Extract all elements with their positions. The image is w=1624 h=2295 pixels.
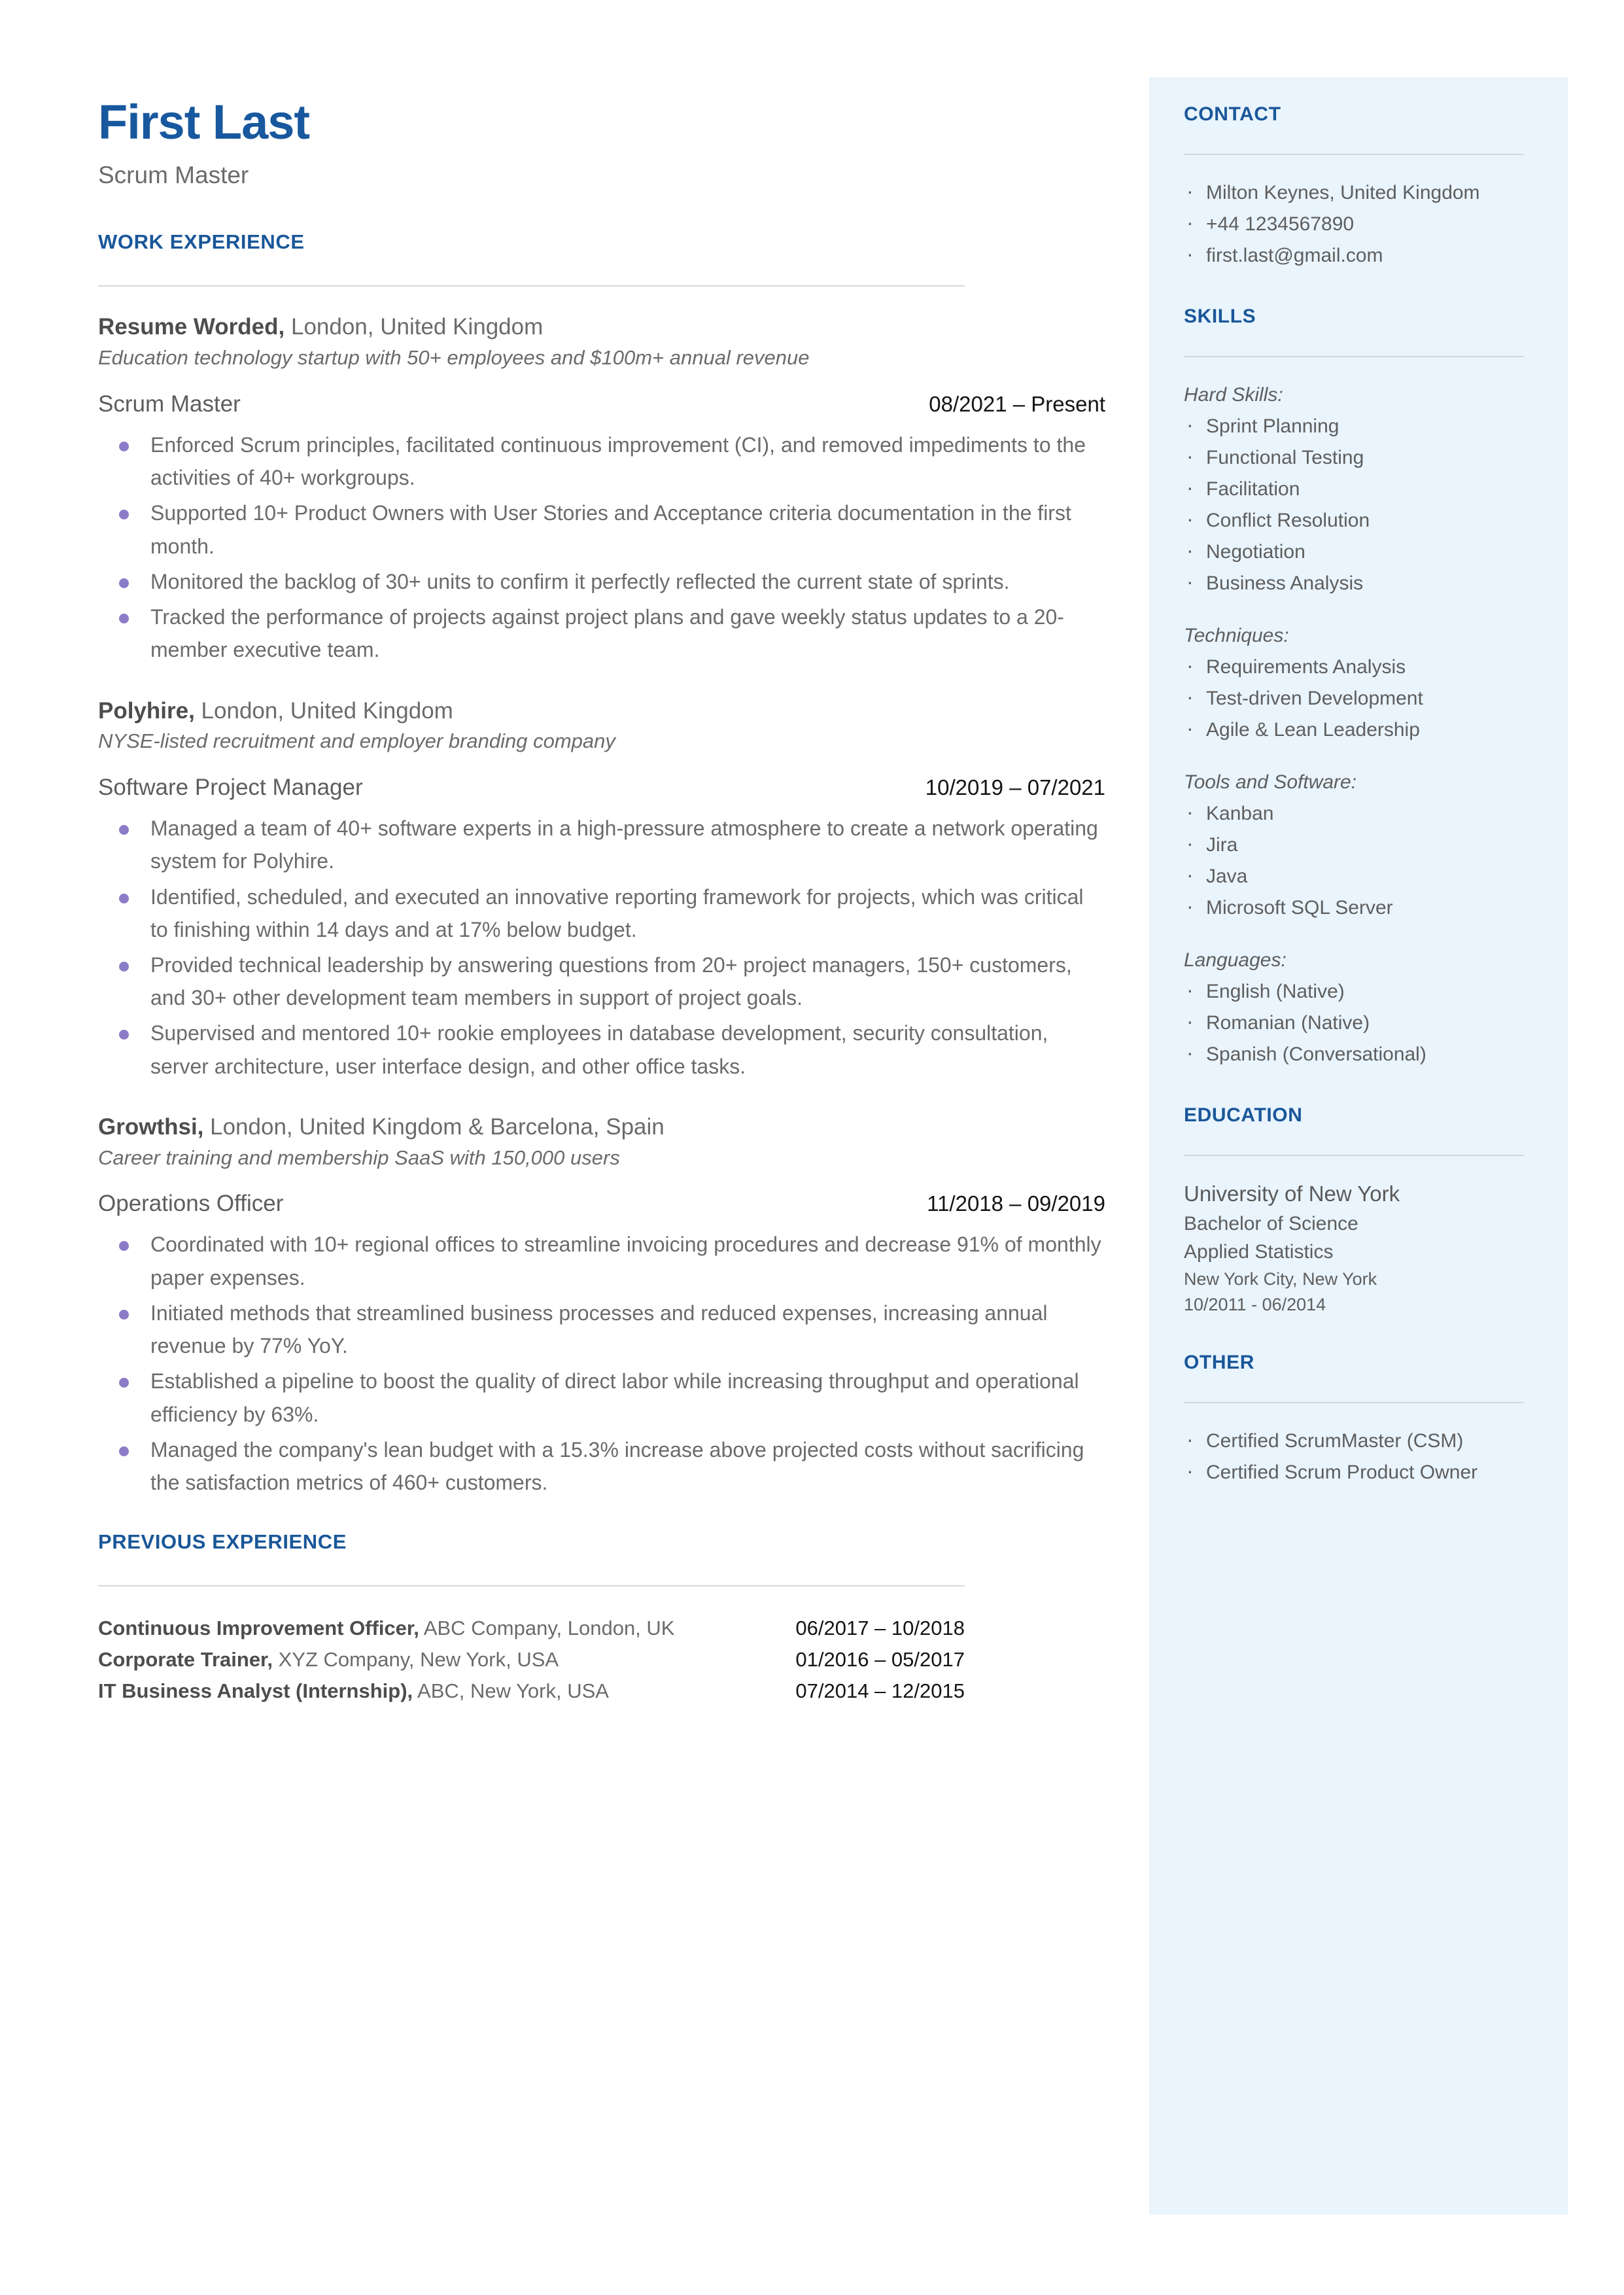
skill-item: · Requirements Analysis bbox=[1184, 652, 1530, 683]
divider bbox=[98, 1585, 965, 1586]
job-bullet: Established a pipeline to boost the quality of direct labor while increasing throughput and operational efficiency by 63%. bbox=[98, 1365, 1105, 1430]
job-bullet: Tracked the performance of projects against project plans and gave weekly status updates to a 20-member executive team. bbox=[98, 601, 1105, 666]
job-bullet: Managed the company's lean budget with a 15.3% increase above projected costs without sacrificing the satisfaction metrics of 460+ customers. bbox=[98, 1433, 1105, 1499]
previous-role-title: Corporate Trainer, bbox=[98, 1648, 273, 1672]
divider bbox=[1184, 356, 1524, 357]
job-title-row bbox=[98, 391, 1105, 418]
previous-experience-table bbox=[98, 1613, 965, 1707]
job-title: Software Project Manager bbox=[98, 775, 363, 801]
skills-group-label: Languages: bbox=[1184, 949, 1287, 971]
contact-list bbox=[1184, 177, 1530, 272]
job-bullet: Managed a team of 40+ software experts in a high-pressure atmosphere to create a network operating system for Polyhire. bbox=[98, 812, 1105, 877]
job-bullet: Initiated methods that streamlined business processes and reduced expenses, increasing annual revenue by 77% YoY. bbox=[98, 1297, 1105, 1362]
previous-role-title: Continuous Improvement Officer, bbox=[98, 1617, 419, 1640]
section-heading-skills: SKILLS bbox=[1184, 306, 1256, 327]
previous-role-title: IT Business Analyst (Internship), bbox=[98, 1679, 413, 1703]
job-company-name: Resume Worded, bbox=[98, 314, 285, 340]
main-column bbox=[98, 95, 1105, 1707]
divider bbox=[1184, 1155, 1524, 1156]
contact-item[interactable]: · +44 1234567890 bbox=[1184, 209, 1530, 240]
education-field: Applied Statistics bbox=[1184, 1241, 1334, 1263]
jobs-list bbox=[98, 313, 1105, 1499]
divider bbox=[1184, 154, 1524, 155]
job-bullets bbox=[98, 429, 1105, 667]
job-title-row bbox=[98, 774, 1105, 801]
job-company-name: Polyhire, bbox=[98, 697, 195, 724]
skills-group-list bbox=[1184, 976, 1530, 1070]
skill-item: · Spanish (Conversational) bbox=[1184, 1039, 1530, 1070]
job-bullet: Enforced Scrum principles, facilitated continuous improvement (CI), and removed impediments to the activities of 40+ workgroups. bbox=[98, 429, 1105, 494]
previous-role-dates: 06/2017 – 10/2018 bbox=[795, 1617, 965, 1640]
education-entry bbox=[1184, 1178, 1530, 1318]
job-location: London, United Kingdom bbox=[194, 697, 453, 724]
sidebar-column bbox=[1184, 103, 1530, 1488]
job-company bbox=[98, 697, 1105, 726]
education-location: New York City, New York bbox=[1184, 1269, 1377, 1289]
table-row bbox=[98, 1613, 965, 1644]
job-location: London, United Kingdom & Barcelona, Spain bbox=[203, 1113, 665, 1140]
skills-groups bbox=[1184, 379, 1530, 1070]
spacer bbox=[1184, 599, 1530, 620]
skill-item: · Business Analysis bbox=[1184, 568, 1530, 599]
job-title-row bbox=[98, 1190, 1105, 1218]
job-bullet: Monitored the backlog of 30+ units to confirm it perfectly reflected the current state of sprints. bbox=[98, 565, 1105, 598]
job-title: Operations Officer bbox=[98, 1191, 284, 1217]
previous-role-dates: 07/2014 – 12/2015 bbox=[795, 1679, 965, 1703]
divider bbox=[98, 285, 965, 287]
contact-item[interactable]: · Milton Keynes, United Kingdom bbox=[1184, 177, 1530, 209]
job-bullet: Supervised and mentored 10+ rookie employees in database development, security consultation, server architecture, user interface design, and other office tasks. bbox=[98, 1017, 1105, 1082]
job-company bbox=[98, 313, 1105, 342]
job-company-name: Growthsi, bbox=[98, 1113, 204, 1140]
page-title: First Last bbox=[98, 95, 310, 149]
section-heading-other: OTHER bbox=[1184, 1352, 1254, 1374]
previous-role-detail: ABC Company, London, UK bbox=[419, 1617, 675, 1640]
job-bullets bbox=[98, 1228, 1105, 1499]
section-heading-education: EDUCATION bbox=[1184, 1104, 1303, 1126]
job-location: London, United Kingdom bbox=[285, 314, 544, 340]
job-description: Education technology startup with 50+ employees and $100m+ annual revenue bbox=[98, 346, 810, 370]
job-dates: 10/2019 – 07/2021 bbox=[925, 775, 1105, 800]
skill-item: · Test-driven Development bbox=[1184, 683, 1530, 714]
divider bbox=[1184, 1402, 1524, 1403]
skill-item: · Jira bbox=[1184, 830, 1530, 861]
skills-group-list bbox=[1184, 652, 1530, 746]
previous-role-cell bbox=[98, 1613, 674, 1644]
skill-item: · English (Native) bbox=[1184, 976, 1530, 1007]
skills-group-list bbox=[1184, 411, 1530, 599]
job-description: NYSE-listed recruitment and employer branding company bbox=[98, 729, 615, 753]
skills-group-label: Techniques: bbox=[1184, 625, 1289, 646]
job-bullet: Provided technical leadership by answering questions from 20+ project managers, 150+ customers, and 30+ other development team members in support of project goals. bbox=[98, 949, 1105, 1014]
job-description: Career training and membership SaaS with 150,000 users bbox=[98, 1146, 620, 1169]
education-school: University of New York bbox=[1184, 1182, 1400, 1206]
previous-role-cell bbox=[98, 1644, 559, 1675]
previous-role-cell bbox=[98, 1675, 609, 1707]
other-item: · Certified Scrum Product Owner bbox=[1184, 1457, 1530, 1488]
other-list bbox=[1184, 1426, 1530, 1488]
education-degree: Bachelor of Science bbox=[1184, 1212, 1358, 1235]
skills-group-list bbox=[1184, 798, 1530, 924]
skill-item: · Java bbox=[1184, 861, 1530, 892]
table-row bbox=[98, 1675, 965, 1707]
contact-item[interactable]: · first.last@gmail.com bbox=[1184, 240, 1530, 272]
job-bullet: Supported 10+ Product Owners with User Stories and Acceptance criteria documentation in the first month. bbox=[98, 497, 1105, 562]
spacer bbox=[1184, 924, 1530, 945]
skill-item: · Romanian (Native) bbox=[1184, 1007, 1530, 1039]
other-item: · Certified ScrumMaster (CSM) bbox=[1184, 1426, 1530, 1457]
skill-item: · Agile & Lean Leadership bbox=[1184, 714, 1530, 746]
job-dates: 08/2021 – Present bbox=[929, 391, 1105, 416]
job-title: Scrum Master bbox=[98, 391, 241, 417]
skill-item: · Facilitation bbox=[1184, 474, 1530, 505]
previous-role-detail: ABC, New York, USA bbox=[413, 1679, 609, 1703]
job-entry bbox=[98, 1113, 1105, 1499]
skills-group-label: Hard Skills: bbox=[1184, 384, 1283, 406]
spacer bbox=[1184, 746, 1530, 767]
job-bullets bbox=[98, 812, 1105, 1083]
job-dates: 11/2018 – 09/2019 bbox=[927, 1191, 1105, 1216]
job-entry bbox=[98, 697, 1105, 1083]
previous-role-dates: 01/2016 – 05/2017 bbox=[795, 1648, 965, 1672]
section-heading-previous-experience: PREVIOUS EXPERIENCE bbox=[98, 1530, 347, 1554]
job-bullet: Identified, scheduled, and executed an innovative reporting framework for projects, which was critical to finishing within 14 days and at 17% below budget. bbox=[98, 881, 1105, 946]
skill-item: · Kanban bbox=[1184, 798, 1530, 830]
job-company bbox=[98, 1113, 1105, 1142]
skill-item: · Functional Testing bbox=[1184, 442, 1530, 474]
table-row bbox=[98, 1644, 965, 1675]
skill-item: · Sprint Planning bbox=[1184, 411, 1530, 442]
job-bullet: Coordinated with 10+ regional offices to streamline invoicing procedures and decrease 91% of monthly paper expenses. bbox=[98, 1228, 1105, 1293]
section-heading-contact: CONTACT bbox=[1184, 103, 1281, 125]
previous-role-detail: XYZ Company, New York, USA bbox=[273, 1648, 559, 1672]
job-entry bbox=[98, 313, 1105, 666]
headline: Scrum Master bbox=[98, 162, 249, 188]
education-dates: 10/2011 - 06/2014 bbox=[1184, 1294, 1326, 1314]
skill-item: · Negotiation bbox=[1184, 536, 1530, 568]
section-heading-work-experience: WORK EXPERIENCE bbox=[98, 230, 305, 254]
skill-item: · Microsoft SQL Server bbox=[1184, 892, 1530, 924]
skill-item: · Conflict Resolution bbox=[1184, 505, 1530, 536]
skills-group-label: Tools and Software: bbox=[1184, 771, 1357, 793]
